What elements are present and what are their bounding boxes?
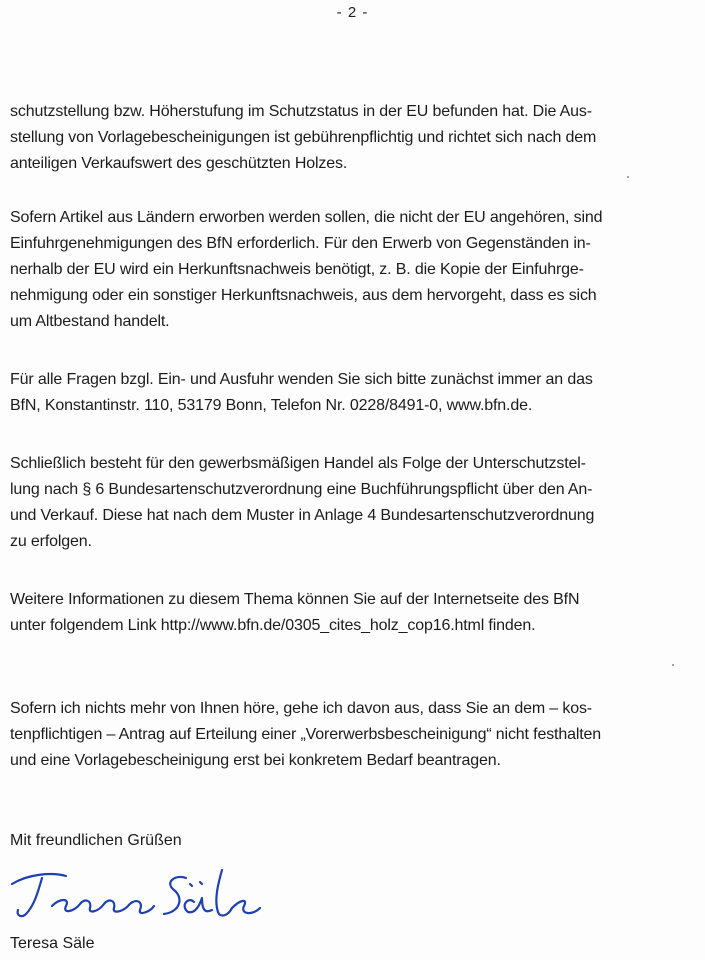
signature-stroke-l <box>216 870 232 915</box>
text-line: nerhalb der EU wird ein Herkunftsnachweis benötigt, z. B. die Kopie der Einfuhrge- <box>10 261 584 278</box>
text-line: BfN, Konstantinstr. 110, 53179 Bonn, Telefon Nr. 0228/8491-0, www.bfn.de. <box>10 397 533 414</box>
text-line: nehmigung oder ein sonstiger Herkunftsnachweis, aus dem hervorgeht, dass es sich <box>10 287 597 304</box>
text-line: und Verkauf. Diese hat nach dem Muster in Anlage 4 Bundesartenschutzverordnung <box>10 507 595 524</box>
text-line: stellung von Vorlagebescheinigungen ist gebührenpflichtig und richtet sich nach dem <box>10 129 597 146</box>
text-line: Sofern Artikel aus Ländern erworben werden sollen, die nicht der EU angehören, sind <box>10 209 603 226</box>
signature-stroke-a <box>185 898 212 912</box>
handwritten-signature <box>8 862 268 928</box>
paragraph-import-permits <box>10 205 700 335</box>
paragraph-no-reply-assumption <box>10 696 700 774</box>
text-line: Sofern ich nichts mehr von Ihnen höre, gehe ich davon aus, dass Sie an dem – kos- <box>10 700 592 717</box>
text-line: Weitere Informationen zu diesem Thema können Sie auf der Internetseite des BfN <box>10 591 580 608</box>
signature-stroke-e <box>232 901 260 913</box>
signer-name: Teresa Säle <box>10 935 95 952</box>
text-line: lung nach § 6 Bundesartenschutzverordnung eine Buchführungspflicht über den An- <box>10 481 593 498</box>
text-line: unter folgendem Link http://www.bfn.de/0305_cites_holz_cop16.html finden. <box>10 617 536 634</box>
paragraph-bookkeeping-obligation <box>10 451 700 555</box>
text-line: zu erfolgen. <box>10 533 92 550</box>
text-line: schutzstellung bzw. Höherstufung im Schutzstatus in der EU befunden hat. Die Aus- <box>10 103 592 120</box>
signature-stroke-eresa <box>52 900 154 913</box>
text-line: und eine Vorlagebescheinigung erst bei konkretem Bedarf beantragen. <box>10 752 501 769</box>
scan-speck <box>672 664 674 666</box>
text-line: tenpflichtigen – Antrag auf Erteilung einer „Vorerwerbsbescheinigung“ nicht festhalten <box>10 726 602 743</box>
signature-stroke-s <box>164 877 186 914</box>
signature-stroke-t-bar <box>12 874 66 884</box>
text-line: Schließlich besteht für den gewerbsmäßigen Handel als Folge der Unterschutzstel- <box>10 455 586 472</box>
signature-stroke-t-stem <box>18 878 42 916</box>
signature-stroke-umlaut <box>190 882 202 886</box>
text-line: Einfuhrgenehmigungen des BfN erforderlich. Für den Erwerb von Gegenständen in- <box>10 235 591 252</box>
scan-speck <box>627 176 629 178</box>
paragraph-further-information <box>10 587 700 639</box>
text-line: Für alle Fragen bzgl. Ein- und Ausfuhr wenden Sie sich bitte zunächst immer an das <box>10 371 593 388</box>
paragraph-bfn-contact <box>10 367 700 419</box>
closing-greeting: Mit freundlichen Grüßen <box>10 832 182 849</box>
text-line: um Altbestand handelt. <box>10 313 170 330</box>
paragraph-protection-status <box>10 99 700 177</box>
page-number: - 2 - <box>336 4 369 21</box>
text-line: anteiligen Verkaufswert des geschützten Holzes. <box>10 155 348 172</box>
